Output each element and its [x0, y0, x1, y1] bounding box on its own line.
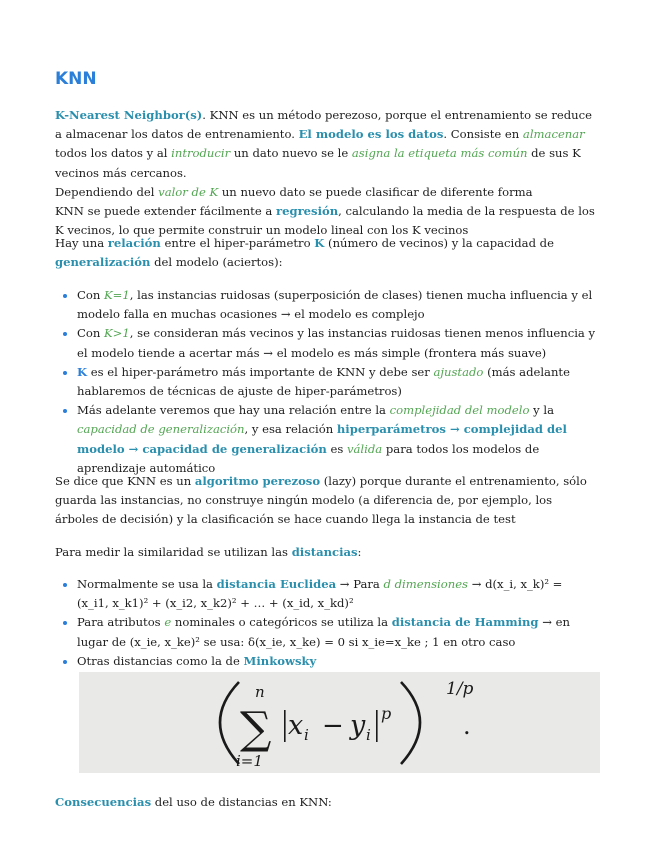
page-title: KNN	[55, 69, 97, 89]
distances-intro: Para medir la similaridad se utilizan las distancias:	[55, 545, 362, 559]
list-item: • Otras distancias como la de Minkowsky	[77, 652, 597, 671]
regresion-paragraph: KNN se puede extender fácilmente a regresión, calculando la media de la respuesta de los K vecinos, lo que permite construir un modelo lineal con los K vecinos	[55, 204, 595, 238]
formula-graphic	[79, 672, 600, 773]
k-list	[55, 286, 597, 478]
outer-exponent: 1/p	[446, 679, 474, 699]
list-item: • Normalmente se usa la distancia Euclidea → Para d dimensiones → d(x_i, x_k)² = (x_i1, x_k1)² + (x_i2, x_k2)² + … + (x_id, x_kd)²	[77, 575, 597, 613]
distance-list	[55, 575, 597, 671]
period: .	[463, 712, 471, 740]
x-subscript: i	[304, 726, 309, 744]
intro-section	[55, 106, 597, 240]
p-exponent: p	[381, 704, 392, 723]
abs-bar-left	[284, 710, 286, 742]
sum-upper: n	[255, 683, 265, 701]
minus-sign: −	[322, 711, 344, 741]
term-algoritmo-perezoso: algoritmo perezoso	[194, 474, 321, 488]
sum-symbol: ∑	[240, 703, 272, 754]
minkowski-formula	[79, 672, 600, 773]
sum-lower: i=1	[236, 752, 263, 770]
list-item: • Con K>1, se consideran más vecinos y las instancias ruidosas tienen menos influencia y el modelo tiende a acertar más → el modelo es más simple (frontera más suave)	[77, 324, 597, 362]
y-symbol: y	[350, 710, 366, 741]
intro-paragraph: K-Nearest Neighbor(s). KNN es un método perezoso, porque el entrenamiento se reduce a almacenar los datos de entrenamiento. El modelo es los datos. Consiste en almacenar todos los datos y al introducir un dato nuevo se le asigna la etiqueta más común de sus K vecinos más cercanos.	[55, 108, 592, 180]
y-subscript: i	[366, 726, 371, 744]
term-regresion: regresión	[275, 204, 339, 219]
right-paren	[401, 682, 420, 764]
term-modelo-datos: El modelo es los datos	[298, 127, 444, 142]
list-item: • Con K=1, las instancias ruidosas (superposición de clases) tienen mucha influencia y el modelo falla en muchas ocasiones → el modelo es complejo	[77, 286, 597, 324]
valor-k-paragraph: Dependiendo del valor de K un nuevo dato se puede clasificar de diferente forma	[55, 184, 533, 199]
list-item: • Más adelante veremos que hay una relación entre la complejidad del modelo y la capacidad de generalización, y esa relación hiperparámetros → complejidad del modelo → capacidad de generalización es válida para todos los modelos de aprendizaje automático	[77, 401, 597, 478]
lazy-paragraph: Se dice que KNN es un algoritmo perezoso (lazy) porque durante el entrenamiento, sólo guarda las instancias, no construye ningún modelo (a diferencia de, por ejemplo, los árboles de decisión) y la clasificación se hace cuando llega la instancia de test	[55, 474, 587, 527]
x-symbol: x	[288, 710, 304, 741]
term-knn: K-Nearest Neighbor(s)	[55, 108, 203, 122]
list-item: • Para atributos e nominales o categóricos se utiliza la distancia de Hamming → en lugar de (x_ie, x_ke)² se usa: δ(x_ie, x_ke) = 0 si x_ie=x_ke ; 1 en otro caso	[77, 613, 597, 651]
list-item: • K es el hiper-parámetro más importante de KNN y debe ser ajustado (más adelante hablaremos de técnicas de ajuste de hiper-parámetros)	[77, 363, 597, 401]
abs-bar-right	[376, 710, 378, 742]
consequences-heading: Consecuencias del uso de distancias en KNN:	[55, 795, 332, 809]
relation-paragraph: Hay una relación entre el hiper-parámetro K (número de vecinos) y la capacidad de generalización del modelo (aciertos):	[55, 236, 554, 270]
